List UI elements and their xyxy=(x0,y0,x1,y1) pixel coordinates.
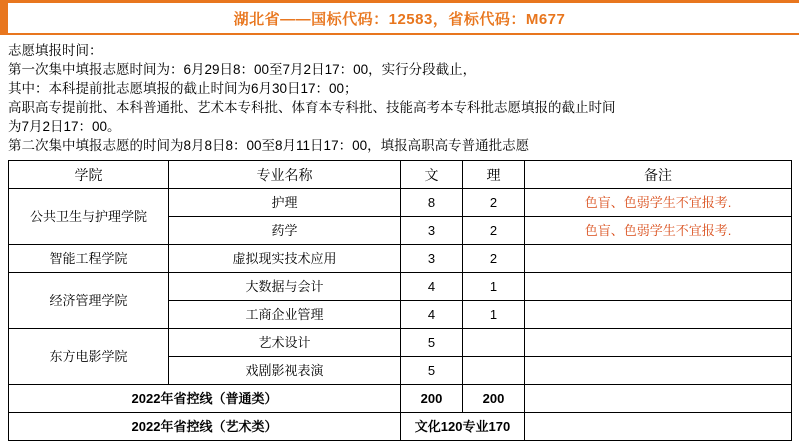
major-plan-table xyxy=(8,160,792,441)
cell-major: 护理 xyxy=(169,189,401,217)
cell-college: 东方电影学院 xyxy=(9,329,169,385)
cell-wen: 3 xyxy=(401,217,463,245)
cell-wen: 5 xyxy=(401,357,463,385)
cell-college: 公共卫生与护理学院 xyxy=(9,189,169,245)
header-divider xyxy=(0,33,799,35)
cell-remark xyxy=(525,301,792,329)
table-row xyxy=(9,273,792,301)
cell-li: 1 xyxy=(463,273,525,301)
cell-major: 工商企业管理 xyxy=(169,301,401,329)
column-header-major: 专业名称 xyxy=(169,161,401,189)
cell-li: 200 xyxy=(463,385,525,413)
header-accent-bar xyxy=(0,3,8,33)
cell-remark xyxy=(525,329,792,357)
cell-li: 1 xyxy=(463,301,525,329)
table-header-row xyxy=(9,161,792,189)
table-row xyxy=(9,189,792,217)
notice-line: 为7月2日17：00。 xyxy=(8,119,121,134)
notice-line: 第一次集中填报志愿时间为：6月29日8：00至7月2日17：00，实行分段截止， xyxy=(8,62,477,77)
cell-remark xyxy=(525,273,792,301)
notice-line: 其中：本科提前批志愿填报的截止时间为6月30日17：00； xyxy=(8,81,358,96)
cell-control-line-label: 2022年省控线（艺术类） xyxy=(9,413,401,441)
cell-control-line-label: 2022年省控线（普通类） xyxy=(9,385,401,413)
column-header-remark: 备注 xyxy=(525,161,792,189)
cell-major: 艺术设计 xyxy=(169,329,401,357)
cell-major: 戏剧影视表演 xyxy=(169,357,401,385)
cell-major: 药学 xyxy=(169,217,401,245)
cell-wen: 3 xyxy=(401,245,463,273)
column-header-wen: 文 xyxy=(401,161,463,189)
cell-major: 虚拟现实技术应用 xyxy=(169,245,401,273)
cell-li xyxy=(463,329,525,357)
cell-remark: 色盲、色弱学生不宜报考. xyxy=(525,217,792,245)
cell-major: 大数据与会计 xyxy=(169,273,401,301)
column-header-college: 学院 xyxy=(9,161,169,189)
table-row xyxy=(9,329,792,357)
notice-line: 高职高专提前批、本科普通批、艺术本专科批、体育本专科批、技能高考本专科批志愿填报的截止时间 xyxy=(8,100,616,115)
cell-wen: 8 xyxy=(401,189,463,217)
cell-li xyxy=(463,357,525,385)
column-header-li: 理 xyxy=(463,161,525,189)
cell-wen: 5 xyxy=(401,329,463,357)
table-container xyxy=(0,158,799,441)
cell-remark xyxy=(525,413,792,441)
cell-li: 2 xyxy=(463,189,525,217)
cell-wen: 200 xyxy=(401,385,463,413)
table-footer-row-general xyxy=(9,385,792,413)
cell-remark xyxy=(525,245,792,273)
table-footer-row-art xyxy=(9,413,792,441)
cell-wen: 4 xyxy=(401,273,463,301)
cell-control-line-value: 文化120专业170 xyxy=(401,413,525,441)
notice-block xyxy=(0,39,799,158)
cell-remark: 色盲、色弱学生不宜报考. xyxy=(525,189,792,217)
cell-remark xyxy=(525,357,792,385)
table-row xyxy=(9,245,792,273)
cell-remark xyxy=(525,385,792,413)
notice-line: 第二次集中填报志愿的时间为8月8日8：00至8月11日17：00，填报高职高专普通批志愿 xyxy=(8,138,530,153)
cell-college: 智能工程学院 xyxy=(9,245,169,273)
header-band xyxy=(0,0,799,33)
cell-wen: 4 xyxy=(401,301,463,329)
cell-li: 2 xyxy=(463,217,525,245)
notice-line: 志愿填报时间： xyxy=(8,43,103,58)
page-title: 湖北省——国标代码：12583，省标代码：M677 xyxy=(233,10,566,28)
cell-college: 经济管理学院 xyxy=(9,273,169,329)
cell-li: 2 xyxy=(463,245,525,273)
